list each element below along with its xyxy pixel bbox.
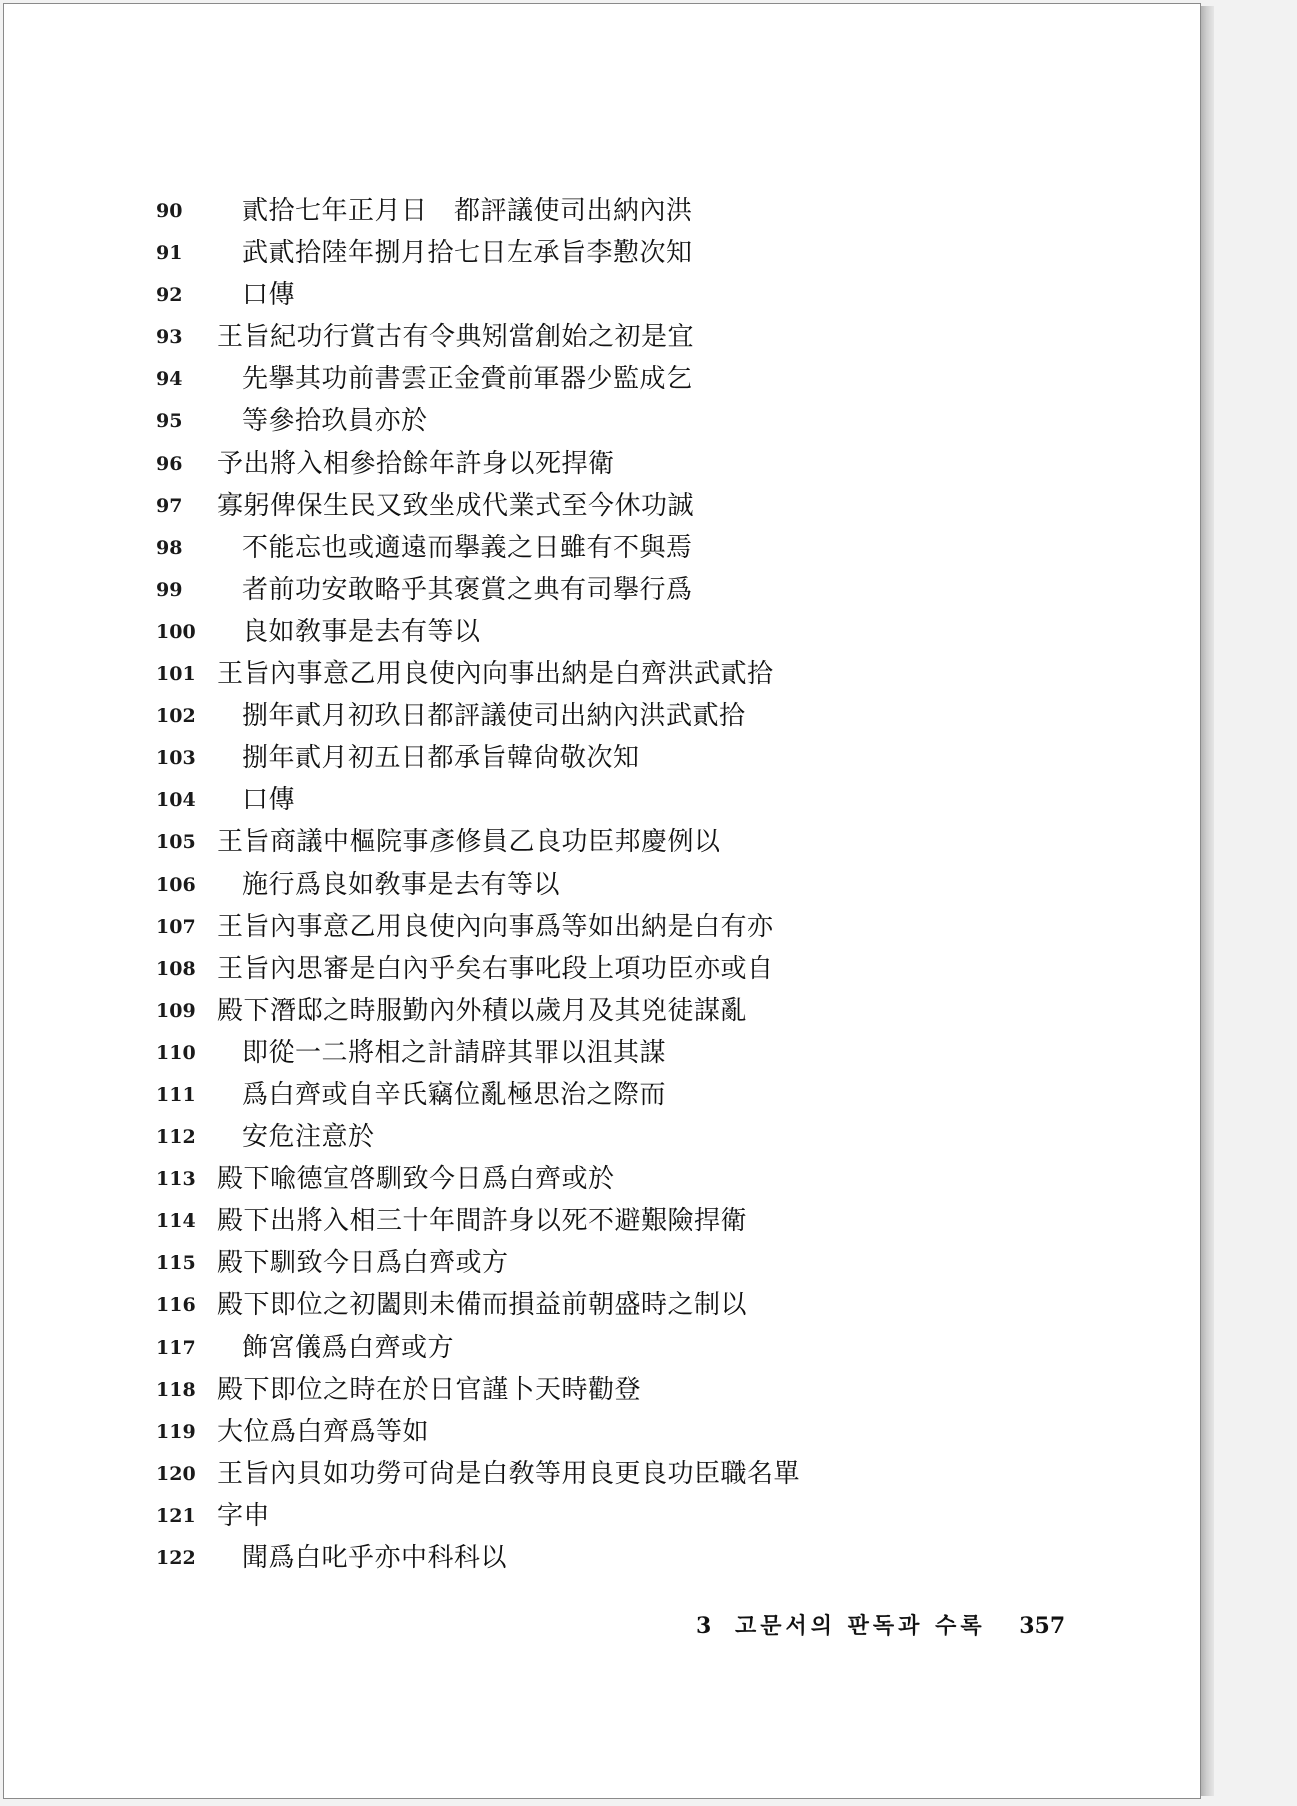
transcription-line (4, 1116, 1200, 1158)
line-number: 96 (156, 452, 183, 475)
transcription-line (4, 1327, 1200, 1369)
line-text: 予出將入相參拾餘年許身以死捍衛 (217, 448, 615, 479)
line-text: 王旨內事意乙用良使內向事出納是白齊洪武貳拾 (217, 659, 774, 690)
line-text: 等參拾玖員亦於 (242, 406, 428, 437)
transcription-line (4, 485, 1200, 527)
line-number: 122 (156, 1547, 196, 1569)
line-text: 殿下即位之時在於日官謹卜天時勸登 (217, 1374, 642, 1405)
line-text: 王旨紀功行賞古有令典矧當創始之初是宜 (217, 322, 695, 353)
transcription-line (4, 737, 1200, 779)
transcription-line (4, 1453, 1200, 1495)
line-number: 101 (156, 663, 196, 686)
line-text: 安危注意於 (242, 1122, 375, 1153)
line-text: 施行爲良如敎事是去有等以 (242, 869, 561, 900)
transcription-line (4, 1242, 1200, 1284)
line-text: 殿下即位之初闔則未備而損益前朝盛時之制以 (217, 1290, 748, 1321)
transcription-line (4, 1411, 1200, 1453)
transcription-line (4, 695, 1200, 737)
line-number: 90 (156, 200, 183, 222)
line-number: 109 (156, 999, 196, 1022)
line-number: 115 (156, 1252, 196, 1275)
line-number: 114 (156, 1210, 196, 1233)
transcription-lines (4, 190, 1200, 1579)
transcription-line (4, 232, 1200, 274)
line-text: 王旨內事意乙用良使內向事爲等如出納是白有亦 (217, 911, 774, 942)
line-text: 者前功安敢略乎其褒賞之典有司擧行爲 (242, 574, 693, 605)
transcription-line (4, 611, 1200, 653)
line-text: 聞爲白叱乎亦中科科以 (242, 1543, 508, 1573)
line-text: 先擧其功前書雲正金賫前軍器少監成乞 (242, 364, 693, 395)
line-number: 92 (156, 284, 183, 307)
line-text: 王旨內貝如功勞可尙是白敎等用良更良功臣職名單 (217, 1458, 801, 1489)
page-footer (696, 1609, 1065, 1640)
line-number: 118 (156, 1378, 196, 1401)
footer-chapter-number: 3 (696, 1613, 712, 1639)
line-number: 105 (156, 831, 196, 854)
footer-page-number: 357 (1019, 1613, 1066, 1639)
line-text: 即從一二將相之計請辟其罪以沮其謀 (242, 1037, 667, 1068)
line-text: 良如敎事是去有等以 (242, 616, 481, 647)
line-number: 107 (156, 915, 196, 938)
transcription-line (4, 1495, 1200, 1537)
line-number: 106 (156, 873, 196, 896)
line-number: 99 (156, 578, 183, 601)
line-number: 97 (156, 494, 183, 517)
line-text: 不能忘也或適遠而擧義之日雖有不與焉 (242, 532, 693, 563)
line-text: 殿下出將入相三十年間許身以死不避艱險捍衛 (217, 1206, 748, 1237)
line-text: 武貳拾陸年捌月拾七日左承旨李懃次知 (242, 238, 693, 269)
line-number: 116 (156, 1294, 196, 1317)
line-number: 120 (156, 1462, 196, 1485)
line-number: 112 (156, 1126, 196, 1149)
line-text: 字申 (217, 1500, 271, 1531)
transcription-line (4, 779, 1200, 821)
transcription-line (4, 1200, 1200, 1242)
line-text: 王旨商議中樞院事彥修員乙良功臣邦慶例以 (217, 827, 721, 858)
transcription-line (4, 1158, 1200, 1200)
line-text: 王旨內思審是白內乎矣右事叱段上項功臣亦或自 (217, 953, 774, 984)
line-number: 102 (156, 705, 196, 728)
line-number: 93 (156, 326, 183, 349)
line-number: 103 (156, 747, 196, 770)
transcription-line (4, 443, 1200, 485)
line-number: 121 (156, 1504, 196, 1527)
line-number: 95 (156, 410, 183, 433)
line-number: 91 (156, 242, 183, 265)
transcription-line (4, 400, 1200, 442)
transcription-line (4, 1537, 1200, 1579)
line-number: 104 (156, 789, 196, 812)
line-text: 爲白齊或自辛氏竊位亂極思治之際而 (242, 1079, 667, 1110)
line-text: 殿下喩德宣啓馴致今日爲白齊或於 (217, 1164, 615, 1195)
transcription-line (4, 864, 1200, 906)
line-text: 大位爲白齊爲等如 (217, 1416, 430, 1447)
transcription-line (4, 316, 1200, 358)
transcription-line (4, 653, 1200, 695)
line-number: 119 (156, 1420, 196, 1443)
line-text: 貳拾七年正月日 都評議使司出納內洪 (242, 196, 693, 226)
transcription-line (4, 906, 1200, 948)
transcription-line (4, 190, 1200, 232)
line-text: 飾宮儀爲白齊或方 (242, 1332, 455, 1363)
line-number: 94 (156, 368, 183, 391)
transcription-line (4, 1284, 1200, 1326)
line-text: 捌年貳月初五日都承旨韓尙敬次知 (242, 743, 640, 774)
transcription-line (4, 527, 1200, 569)
line-text: 口傳 (242, 785, 296, 816)
transcription-line (4, 1369, 1200, 1411)
transcription-line (4, 569, 1200, 611)
document-page (3, 3, 1201, 1799)
line-number: 117 (156, 1336, 196, 1359)
footer-chapter-title: 고문서의 판독과 수록 (734, 1613, 986, 1639)
transcription-line (4, 1074, 1200, 1116)
transcription-line (4, 948, 1200, 990)
line-number: 108 (156, 957, 196, 980)
transcription-line (4, 358, 1200, 400)
line-number: 110 (156, 1041, 196, 1064)
line-text: 殿下馴致今日爲白齊或方 (217, 1248, 509, 1279)
transcription-line (4, 821, 1200, 863)
line-number: 100 (156, 620, 196, 643)
line-number: 113 (156, 1168, 196, 1191)
transcription-line (4, 1032, 1200, 1074)
line-text: 口傳 (242, 280, 296, 311)
transcription-line (4, 274, 1200, 316)
line-number: 98 (156, 536, 183, 559)
line-text: 寡躬俾保生民又致坐成代業式至今休功誠 (217, 490, 695, 521)
line-number: 111 (156, 1083, 196, 1106)
line-text: 殿下潛邸之時服勤內外積以歲月及其兇徒謀亂 (217, 995, 748, 1026)
transcription-line (4, 990, 1200, 1032)
line-text: 捌年貳月初玖日都評議使司出納內洪武貳拾 (242, 701, 746, 732)
